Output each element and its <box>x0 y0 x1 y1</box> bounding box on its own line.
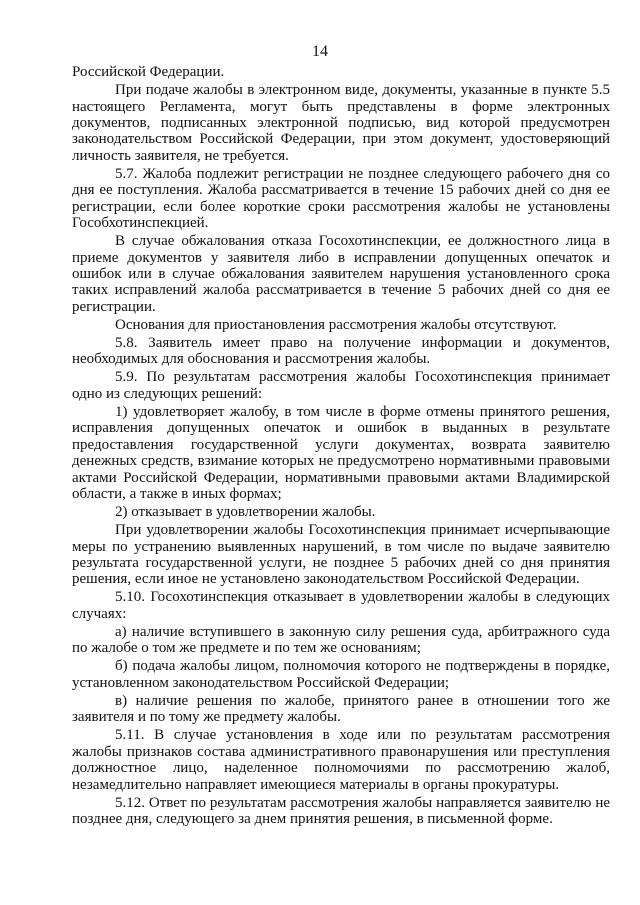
list-item-5-9-2: 2) отказывает в удовлетворении жалобы. <box>115 504 376 521</box>
paragraph-continuation: Российской Федерации. <box>72 64 225 80</box>
paragraph-5-12: 5.12. Ответ по результатам рассмотрения жалобы направляется заявителю не позднее дня, следующего за днем принятия решения, в письменной форме. <box>72 794 610 828</box>
paragraph-5-7: 5.7. Жалоба подлежит регистрации не позднее следующего рабочего дня со дня ее поступления. Жалоба рассматривается в течение 15 рабочих дней со дня ее регистрации, если более короткие сроки рассмотрения жалобы не установлены Гособхотинспекцией. <box>72 165 610 232</box>
list-item-5-10-v: в) наличие решения по жалобе, принятого ранее в отношении того же заявителя и по тому же предмету жалобы. <box>72 692 610 726</box>
paragraph-5-10: 5.10. Госохотинспекция отказывает в удовлетворении жалобы в следующих случаях: <box>72 589 610 622</box>
paragraph-no-suspension: Основания для приостановления рассмотрения жалобы отсутствуют. <box>115 316 557 333</box>
paragraph-refusal-appeal: В случае обжалования отказа Госохотинспекции, ее должностного лица в приеме документов у заявителя либо в исправлении допущенных опечаток и ошибок или в случае обжалования заявителем нарушения установленного срока таких исправлений жалоба рассматривается в течение 5 рабочих дней со дня ее регистрации. <box>72 233 610 315</box>
paragraph-satisfaction-measures: При удовлетворении жалобы Госохотинспекция принимает исчерпывающие меры по устранению выявленных нарушений, в том числе по выдаче заявителю результата государственной услуги, не позднее 5 рабочих дней со дня принятия решения, если иное не установлено законодательством Российской Федерации. <box>72 522 610 588</box>
page-number: 14 <box>312 43 328 60</box>
document-body <box>72 64 610 829</box>
list-item-5-10-a: а) наличие вступившего в законную силу решения суда, арбитражного суда по жалобе о том же предмете и по тем же основаниям; <box>72 623 610 657</box>
paragraph-5-11: 5.11. В случае установления в ходе или по результатам рассмотрения жалобы признаков состава административного правонарушения или преступления должностное лицо, наделенное полномочиями по рассмотрению жалоб, незамедлительно направляет имеющиеся материалы в органы прокуратуры. <box>72 727 610 793</box>
paragraph-electronic-submission: При подаче жалобы в электронном виде, документы, указанные в пункте 5.5 настоящего Регламента, могут быть представлены в форме электронных документов, подписанных электронной подписью, вид которой предусмотрен законодательством Российской Федерации, при этом документ, удостоверяющий личность заявителя, не требуется. <box>72 82 610 164</box>
paragraph-5-8: 5.8. Заявитель имеет право на получение информации и документов, необходимых для обоснования и рассмотрения жалобы. <box>72 334 610 368</box>
list-item-5-10-b: б) подача жалобы лицом, полномочия которого не подтверждены в порядке, установленном законодательством Российской Федерации; <box>72 658 610 691</box>
list-item-5-9-1: 1) удовлетворяет жалобу, в том числе в форме отмены принятого решения, исправления допущенных опечаток и ошибок в выданных в результате предоставления государственной услуги документах, возврата заявителю денежных средств, взимание которых не предусмотрено нормативными правовыми актами Российской Федерации, нормативными правовыми актами Владимирской области, а также в иных формах; <box>72 403 610 502</box>
paragraph-5-9: 5.9. По результатам рассмотрения жалобы Госохотинспекция принимает одно из следующих решений: <box>72 369 610 402</box>
